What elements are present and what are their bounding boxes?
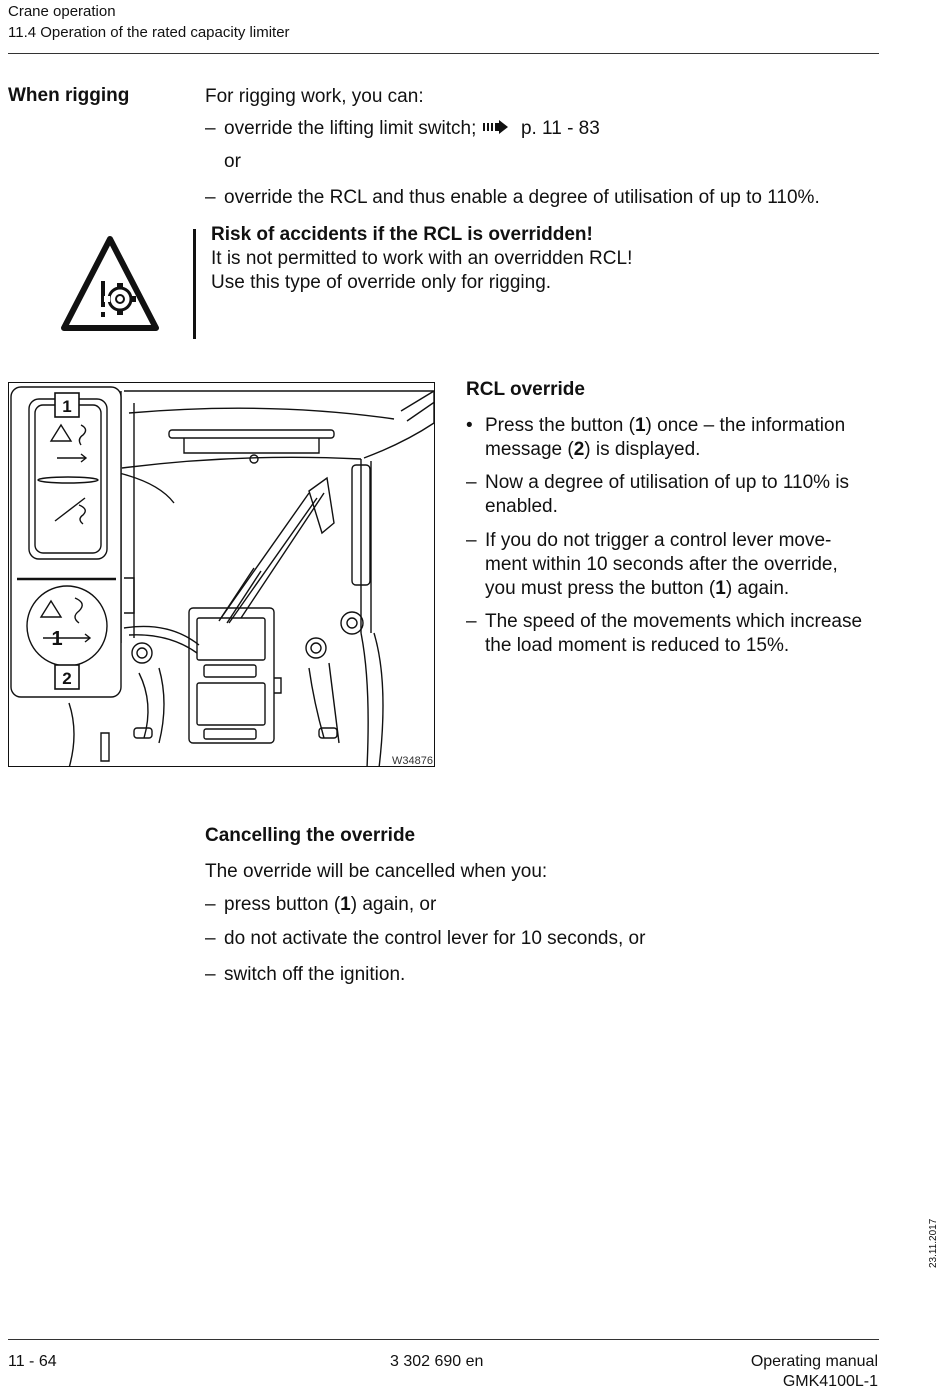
figure-label-1: 1 — [62, 397, 72, 416]
rigging-item-1-text: override the lifting limit switch; — [224, 118, 477, 139]
text: do not activate the control lever for 10 seconds, or — [224, 928, 646, 949]
dash: – — [205, 118, 216, 139]
footer-doc-number: 3 302 690 en — [390, 1353, 484, 1370]
footer-rule — [8, 1339, 879, 1340]
text: Press the button ( — [485, 415, 635, 436]
page-reference-link[interactable]: p. 11 - 83 — [520, 118, 600, 139]
cancel-item-2 — [205, 927, 805, 951]
text: ) once – the information — [645, 415, 846, 436]
warning-line-2: Use this type of override only for rigging. — [211, 272, 552, 293]
cab-illustration — [9, 383, 435, 767]
text: the load moment is reduced to 15%. — [485, 635, 790, 656]
dash: – — [466, 611, 477, 632]
warning-bar — [193, 229, 196, 339]
rcl-dash-1 — [466, 471, 886, 519]
button-number: 1 — [634, 415, 646, 436]
dash: – — [205, 894, 216, 915]
footer-manual-line-1: Operating manual — [750, 1353, 878, 1370]
dash: – — [466, 530, 477, 551]
rcl-bullet-1 — [466, 414, 886, 462]
side-title-rigging: When rigging — [8, 85, 130, 106]
warning-line-1: It is not permitted to work with an overridden RCL! — [211, 248, 633, 269]
rigging-intro: For rigging work, you can: — [205, 86, 424, 107]
text: If you do not trigger a control lever move- — [485, 530, 832, 551]
figure-label-2: 2 — [62, 669, 72, 688]
bullet: • — [466, 415, 473, 436]
warning-title: Risk of accidents if the RCL is overridden! — [211, 224, 593, 245]
cancel-title: Cancelling the override — [205, 825, 416, 846]
text: enabled. — [485, 496, 558, 517]
figure-circle-label-1: 1 — [51, 628, 63, 650]
text: ) again, or — [350, 894, 437, 915]
arrow-reference-icon — [482, 118, 516, 134]
button-number: 1 — [715, 578, 726, 599]
cancel-item-3 — [205, 963, 805, 987]
text: ) is displayed. — [584, 439, 701, 460]
dash: – — [205, 928, 216, 949]
side-date: 23.11.2017 — [928, 1218, 939, 1268]
header-section: 11.4 Operation of the rated capacity limiter — [8, 24, 290, 41]
footer-manual-line-2: GMK4100L-1 — [782, 1373, 878, 1390]
cancel-intro: The override will be cancelled when you: — [205, 861, 548, 882]
rcl-dash-2 — [466, 529, 886, 601]
text: switch off the ignition. — [224, 964, 406, 985]
dash: – — [205, 187, 216, 208]
rigging-or: or — [224, 151, 241, 172]
text: Now a degree of utilisation of up to 110% is — [485, 472, 850, 493]
rcl-dash-3 — [466, 610, 886, 658]
warning-triangle-icon — [60, 233, 160, 333]
rcl-override-title: RCL override — [466, 379, 585, 400]
warning-block — [211, 223, 632, 295]
text: The speed of the movements which increase — [485, 611, 863, 632]
text: press button ( — [224, 894, 341, 915]
message-number: 2 — [573, 439, 585, 460]
text: ment within 10 seconds after the override, — [485, 554, 838, 575]
dash: – — [466, 472, 477, 493]
dash: – — [205, 964, 216, 985]
cancel-item-1 — [205, 893, 805, 917]
cab-figure — [8, 382, 435, 767]
rigging-item-2 — [205, 186, 905, 210]
text: ) again. — [725, 578, 790, 599]
text: you must press the button ( — [485, 578, 716, 599]
footer-page-number: 11 - 64 — [8, 1353, 57, 1370]
rigging-item-1 — [205, 117, 905, 141]
footer-manual — [751, 1352, 878, 1392]
text: message ( — [485, 439, 574, 460]
figure-code: W34876 — [392, 755, 433, 767]
header-rule — [8, 53, 879, 54]
header-chapter: Crane operation — [8, 3, 116, 20]
button-number: 1 — [340, 894, 351, 915]
rigging-item-2-text: override the RCL and thus enable a degree of utilisation of up to 110%. — [224, 187, 820, 208]
